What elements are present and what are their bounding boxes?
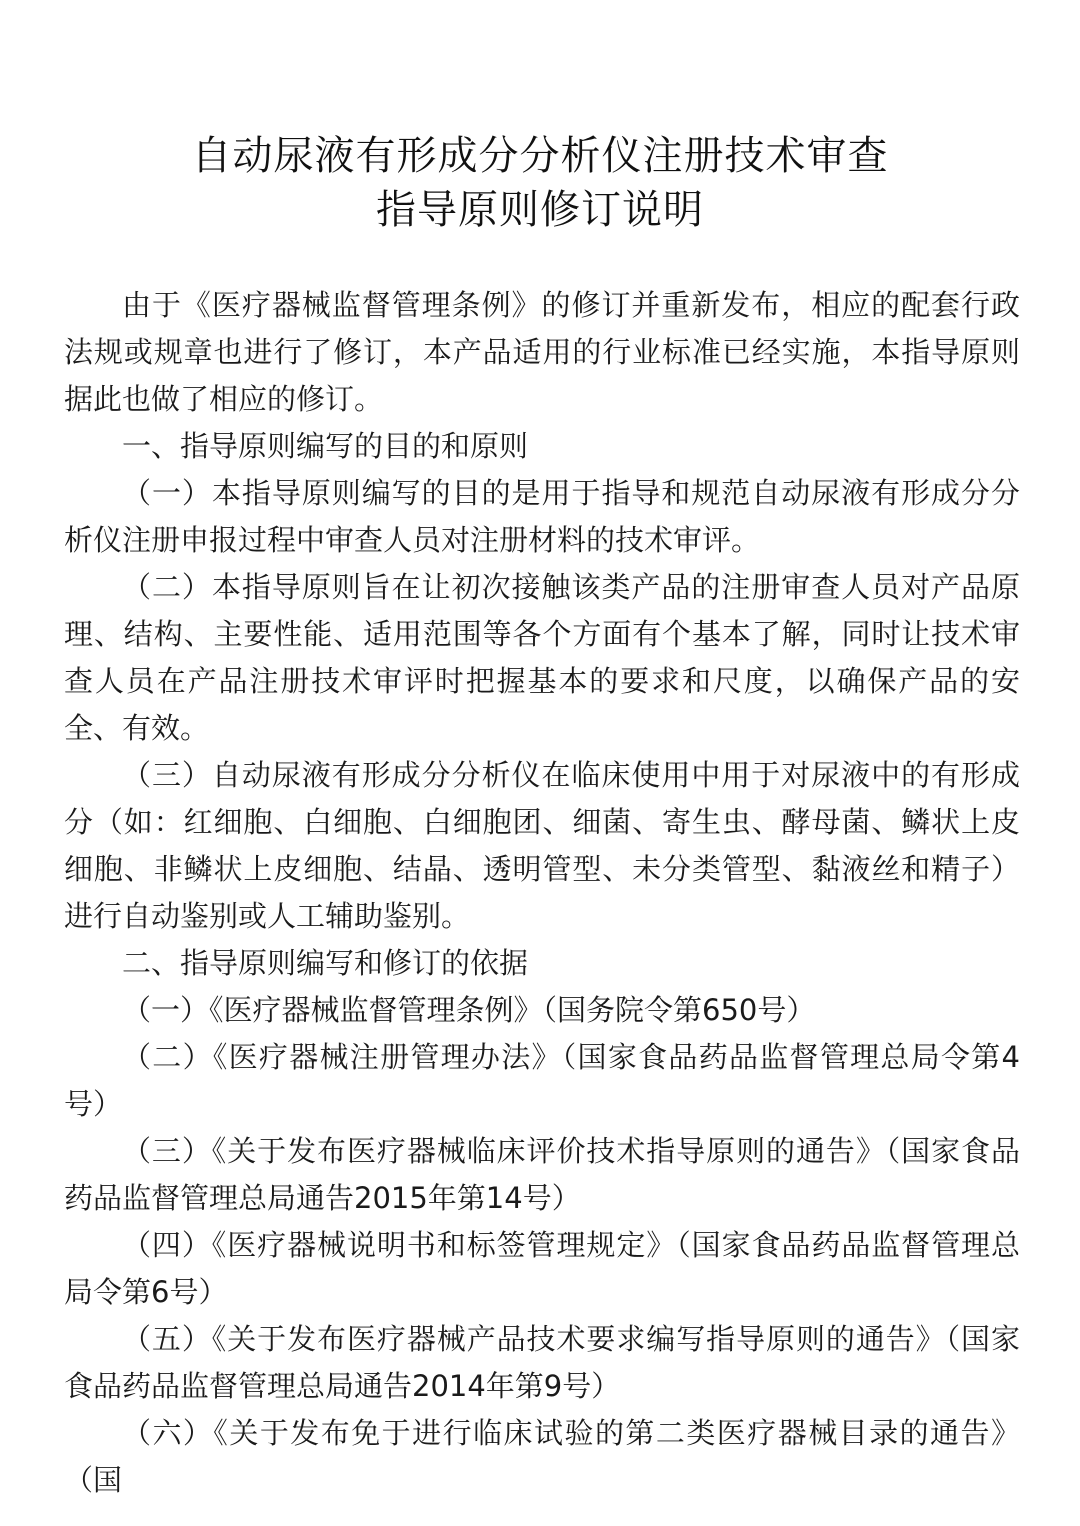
section-heading-1: 一、指导原则编写的目的和原则 — [122, 429, 529, 463]
section-heading-2: 二、指导原则编写和修订的依据 — [122, 946, 529, 980]
section-2-item-6: （六）《关于发布免于进行临床试验的第二类医疗器械目录的通告》（国 — [64, 1416, 1020, 1497]
section-2-item-2: （二）《医疗器械注册管理办法》（国家食品药品监督管理总局令第4号） — [64, 1040, 1020, 1121]
section-1-item-1: （一）本指导原则编写的目的是用于指导和规范自动尿液有形成分分析仪注册申报过程中审查人员对注册材料的技术审评。 — [64, 476, 1020, 557]
section-2-item-5: （五）《关于发布医疗器械产品技术要求编写指导原则的通告》（国家食品药品监督管理总局通告2014年第9号） — [64, 1322, 1020, 1403]
document-body — [64, 282, 1020, 1504]
section-2-item-4: （四）《医疗器械说明书和标签管理规定》（国家食品药品监督管理总局令第6号） — [64, 1228, 1020, 1309]
section-1-item-3: （三）自动尿液有形成分分析仪在临床使用中用于对尿液中的有形成分（如：红细胞、白细胞、白细胞团、细菌、寄生虫、酵母菌、鳞状上皮细胞、非鳞状上皮细胞、结晶、透明管型、未分类管型、黏液丝和精子）进行自动鉴别或人工辅助鉴别。 — [64, 758, 1020, 933]
document-title-line-2: 指导原则修订说明 — [376, 187, 704, 233]
section-2-item-1: （一）《医疗器械监督管理条例》（国务院令第650号） — [122, 993, 816, 1027]
section-2-item-3: （三）《关于发布医疗器械临床评价技术指导原则的通告》（国家食品药品监督管理总局通告2015年第14号） — [64, 1134, 1020, 1215]
document-title-line-1: 自动尿液有形成分分析仪注册技术审查 — [191, 133, 889, 179]
intro-paragraph: 由于《医疗器械监督管理条例》的修订并重新发布，相应的配套行政法规或规章也进行了修订，本产品适用的行业标准已经实施，本指导原则据此也做了相应的修订。 — [64, 288, 1020, 416]
section-1-item-2: （二）本指导原则旨在让初次接触该类产品的注册审查人员对产品原理、结构、主要性能、适用范围等各个方面有个基本了解，同时让技术审查人员在产品注册技术审评时把握基本的要求和尺度，以确保产品的安全、有效。 — [64, 570, 1020, 745]
